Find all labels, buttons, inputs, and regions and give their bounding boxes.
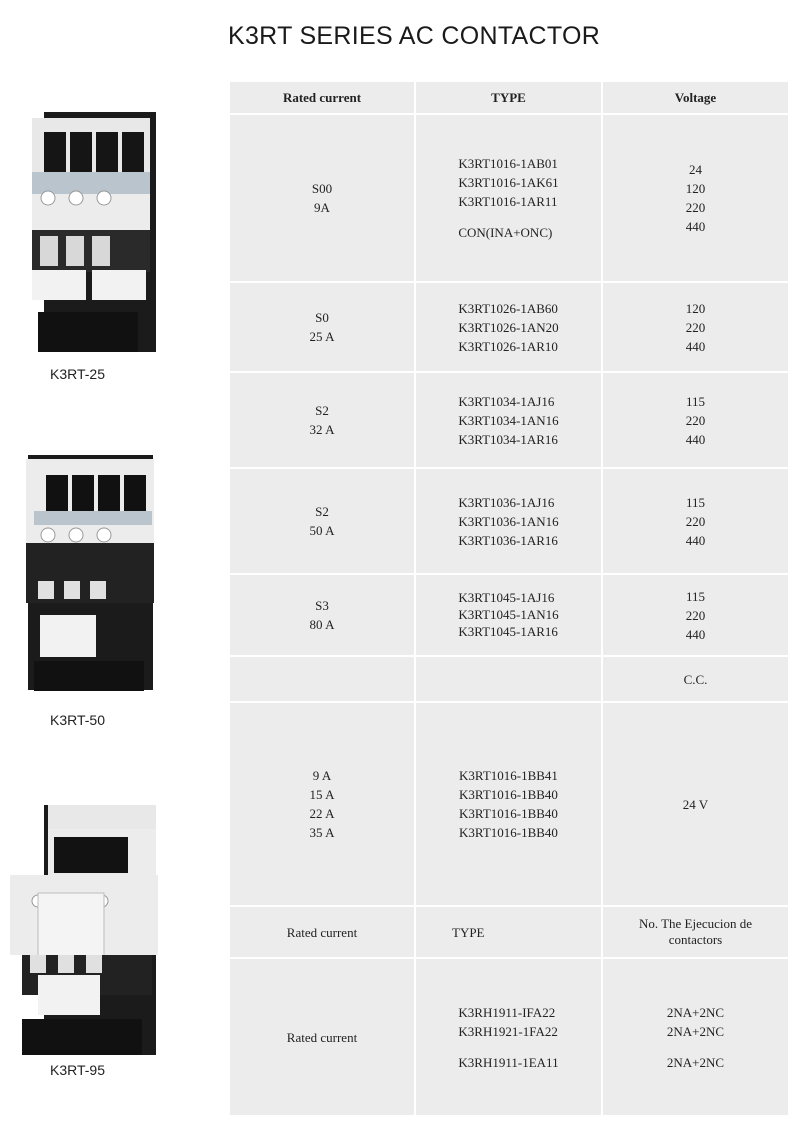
voltage-value: 220 <box>685 607 706 623</box>
type-cell <box>415 702 602 906</box>
type-code: K3RT1016-1AK61 <box>458 175 559 190</box>
voltage-cell <box>602 372 789 468</box>
current-value: 80 A <box>309 617 335 632</box>
execution-value: 2NA+2NC <box>666 1004 725 1020</box>
aux-table-row <box>229 958 789 1116</box>
aux-header-execution-line: No. The Ejecucion de <box>638 916 753 931</box>
type-cell <box>415 282 602 372</box>
type-code: K3RT1016-1BB40 <box>459 825 558 840</box>
rated-current-cell <box>229 468 415 574</box>
rated-current-cell <box>229 282 415 372</box>
voltage-value: 24 <box>689 162 702 177</box>
contact-config: CON(INA+ONC) <box>458 225 553 240</box>
table-row <box>229 372 789 468</box>
product-caption-k3rt-50: K3RT-50 <box>50 712 105 728</box>
product-caption-k3rt-95: K3RT-95 <box>50 1062 105 1078</box>
execution-cell <box>602 958 789 1116</box>
type-code: K3RT1016-1BB41 <box>459 768 558 783</box>
voltage-value: 220 <box>685 412 706 428</box>
rated-current-cell <box>229 114 415 282</box>
aux-header-type-label: TYPE <box>452 924 485 940</box>
current-value: 15 A <box>309 787 335 802</box>
dc-section-row <box>229 656 789 702</box>
type-code: K3RT1034-1AR16 <box>458 431 558 447</box>
aux-header-execution-line: contactors <box>668 932 723 947</box>
voltage-value: 220 <box>685 513 706 529</box>
type-code: K3RT1036-1AN16 <box>458 513 559 529</box>
type-code: K3RT1016-1AR11 <box>458 194 558 209</box>
type-cell <box>415 114 602 282</box>
type-code: K3RT1036-1AJ16 <box>458 494 555 510</box>
voltage-value: 440 <box>685 626 706 642</box>
rated-current-cell <box>229 574 415 656</box>
type-code: K3RT1045-1AN16 <box>458 607 559 622</box>
type-code: K3RT1016-1AB01 <box>458 156 558 171</box>
type-code: K3RH1921-1FA22 <box>458 1023 558 1039</box>
type-code: K3RT1026-1AN20 <box>458 319 559 335</box>
aux-header-row <box>229 906 789 958</box>
aux-header-type <box>415 906 602 958</box>
current-value: 9 A <box>312 768 332 783</box>
voltage-value: 220 <box>685 200 706 215</box>
voltage-value: 115 <box>685 494 706 510</box>
current-value: 25 A <box>309 329 335 344</box>
type-cell <box>415 574 602 656</box>
voltage-value: 440 <box>685 532 706 548</box>
table-header-row <box>229 81 789 114</box>
table-row <box>229 282 789 372</box>
voltage-value: 115 <box>685 393 706 409</box>
voltage-cell <box>602 114 789 282</box>
contactor-k3rt-25-image <box>14 112 159 357</box>
contactor-k3rt-95-image <box>8 805 160 1057</box>
table-row <box>229 114 789 282</box>
dc-label: C.C. <box>602 656 789 702</box>
voltage-value: 440 <box>685 338 706 354</box>
voltage-value: 120 <box>685 181 706 196</box>
spec-table <box>228 80 790 1117</box>
header-type: TYPE <box>415 81 602 114</box>
current-value: 35 A <box>309 825 335 840</box>
voltage-value: 120 <box>685 300 706 316</box>
table-row <box>229 468 789 574</box>
type-code: K3RT1026-1AB60 <box>458 300 558 316</box>
table-row <box>229 702 789 906</box>
rated-current-cell <box>229 372 415 468</box>
rated-current-cell <box>229 702 415 906</box>
frame-size: S0 <box>315 310 329 325</box>
header-rated-current: Rated current <box>229 81 415 114</box>
aux-header-rated-current: Rated current <box>229 906 415 958</box>
empty-cell <box>415 656 602 702</box>
type-code: K3RT1045-1AR16 <box>458 624 558 639</box>
frame-size: S00 <box>311 181 333 196</box>
type-code: K3RT1034-1AJ16 <box>458 393 555 409</box>
product-caption-k3rt-25: K3RT-25 <box>50 366 105 382</box>
type-code: K3RT1016-1BB40 <box>459 787 558 802</box>
frame-size: S2 <box>315 403 329 418</box>
voltage-cell <box>602 282 789 372</box>
frame-size: S2 <box>315 504 329 519</box>
type-code: K3RH1911-IFA22 <box>458 1004 556 1020</box>
table-row <box>229 574 789 656</box>
type-cell <box>415 468 602 574</box>
type-cell <box>415 958 602 1116</box>
header-voltage: Voltage <box>602 81 789 114</box>
page-title: K3RT SERIES AC CONTACTOR <box>228 22 601 50</box>
frame-size: S3 <box>315 598 329 613</box>
aux-header-execution <box>602 906 789 958</box>
type-code: K3RH1911-1EA11 <box>458 1054 559 1070</box>
current-value: 32 A <box>309 422 335 437</box>
execution-value: 2NA+2NC <box>666 1054 725 1070</box>
voltage-cell <box>602 574 789 656</box>
type-code: K3RT1026-1AR10 <box>458 338 558 354</box>
type-cell <box>415 372 602 468</box>
type-code: K3RT1045-1AJ16 <box>458 590 555 605</box>
current-value: 9A <box>314 200 330 215</box>
voltage-value: 220 <box>685 319 706 335</box>
voltage-cell: 24 V <box>602 702 789 906</box>
contactor-k3rt-50-image <box>18 455 158 695</box>
voltage-cell <box>602 468 789 574</box>
type-code: K3RT1036-1AR16 <box>458 532 558 548</box>
voltage-value: 115 <box>685 588 706 604</box>
type-code: K3RT1034-1AN16 <box>458 412 559 428</box>
empty-cell <box>229 656 415 702</box>
voltage-value: 440 <box>685 219 706 234</box>
execution-value: 2NA+2NC <box>666 1023 725 1039</box>
voltage-value: 440 <box>685 431 706 447</box>
rated-current-cell: Rated current <box>229 958 415 1116</box>
type-code: K3RT1016-1BB40 <box>459 806 558 821</box>
current-value: 50 A <box>309 523 335 538</box>
current-value: 22 A <box>309 806 335 821</box>
